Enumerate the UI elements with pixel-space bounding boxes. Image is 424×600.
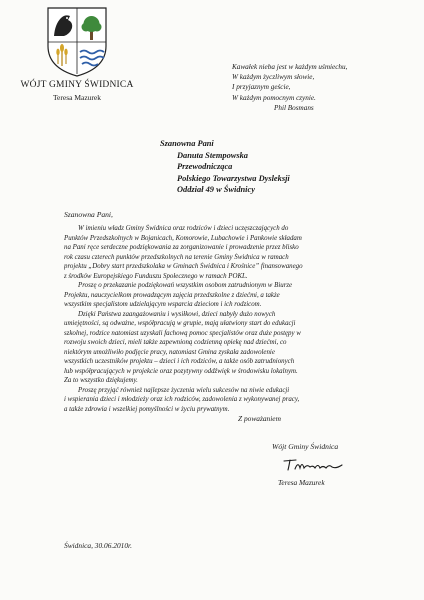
body-line: Proszę o przekazanie podziękowań wszystkim osobom zatrudnionym w Biurze bbox=[78, 282, 293, 289]
body-line: na Pani ręce serdeczne podziękowania za zorganizowanie i prowadzenie przez blisko bbox=[64, 244, 299, 251]
body-line: Proszę przyjąć również najlepsze życzenia wielu sukcesów na niwie edukacji bbox=[78, 386, 290, 394]
recipient-name: Danuta Stempowska bbox=[177, 150, 248, 160]
office-person-name: Teresa Mazurek bbox=[53, 93, 101, 102]
body-line: a także zdrowia i wszelkiej pomyślności w życiu prywatnym. bbox=[64, 405, 230, 413]
motto-line: Kawałek nieba jest w każdym uśmiechu, bbox=[232, 63, 348, 71]
salutation: Szanowna Pani, bbox=[64, 210, 113, 219]
body-line: Projektu, nauczycielkom prowadzącym zajęcia przedszkolne z dziećmi, a także bbox=[64, 291, 280, 299]
coat-of-arms-icon bbox=[46, 6, 108, 78]
office-name: WÓJT GMINY ŚWIDNICA bbox=[20, 80, 134, 90]
recipient-branch: Oddział 49 w Świdnicy bbox=[177, 185, 255, 195]
recipient-role: Przewodnicząca bbox=[177, 162, 233, 172]
body-line: Punktów Przedszkolnych w Bojanicach, Komorowie, Lubachowie i Pankowie składam bbox=[64, 234, 302, 242]
letter-body bbox=[64, 224, 406, 414]
body-line: lub współpracujących w projekcie oraz pozytywny oddźwięk w środowisku lokalnym. bbox=[64, 367, 298, 375]
body-line: umiejętności, są odważne, współpracują w grupie, mają ułatwiony start do edukacji bbox=[64, 320, 296, 327]
body-line: szkolnej, rodzice natomiast uzyskali fachową pomoc specjalistów oraz duże postępy w bbox=[64, 329, 301, 337]
motto-line: W każdym pomocnym czynie. bbox=[232, 93, 316, 102]
body-line: wszystkich uczestników projektu – dzieci i ich rodziców, a także osób zatrudnionych bbox=[64, 358, 295, 365]
motto-line: I przyjaznym geście, bbox=[232, 83, 291, 92]
body-line: Za to wszystko dziękujemy. bbox=[64, 377, 138, 384]
handwritten-signature bbox=[282, 456, 350, 472]
body-line: i wspierania dzieci i młodzieży oraz ich rodziców, zadowolenia z wykonywanej pracy, bbox=[64, 396, 300, 403]
body-line: Dzięki Państwa zaangażowaniu i wysiłkowi, dzieci nabyły dużo nowych bbox=[78, 310, 276, 318]
motto-author: Phil Bosmans bbox=[274, 103, 314, 112]
body-line: rozwoju swoich dzieci, mieli także zapewnioną codzienną opiekę nad dziećmi, co bbox=[64, 339, 287, 346]
closing-phrase: Z poważaniem bbox=[238, 414, 281, 423]
body-line: z środków Europejskiego Funduszu Społecznego w ramach POKL. bbox=[64, 272, 248, 280]
body-line: W imieniu władz Gminy Świdnica oraz rodziców i dzieci uczęszczających do bbox=[78, 225, 289, 232]
signatory-name: Teresa Mazurek bbox=[278, 478, 325, 487]
body-line: projektu „Dobry start przedszkolaka w Gminach Świdnica i Krośnice” finansowanego bbox=[64, 263, 303, 270]
signatory-title: Wójt Gminy Świdnica bbox=[272, 442, 339, 451]
place-and-date: Świdnica, 30.06.2010r. bbox=[64, 541, 132, 550]
body-line: niektórym umożliwiło podjęcie pracy, natomiast Gmina zyskała zadowolenie bbox=[64, 348, 275, 356]
recipient-greeting: Szanowna Pani bbox=[160, 139, 214, 148]
recipient-block bbox=[160, 138, 410, 196]
body-line: rok czasu czterech punktów przedszkolnych na terenie Gminy Świdnica w ramach bbox=[64, 253, 289, 261]
motto-quote bbox=[232, 62, 412, 113]
recipient-organization: Polskiego Towarzystwa Dysleksji bbox=[177, 173, 290, 183]
motto-line: W każdym życzliwym słowie, bbox=[232, 73, 315, 82]
body-line: wszystkim specjalistom udzielającym wsparcia dzieciom i ich rodzicom. bbox=[64, 301, 262, 308]
